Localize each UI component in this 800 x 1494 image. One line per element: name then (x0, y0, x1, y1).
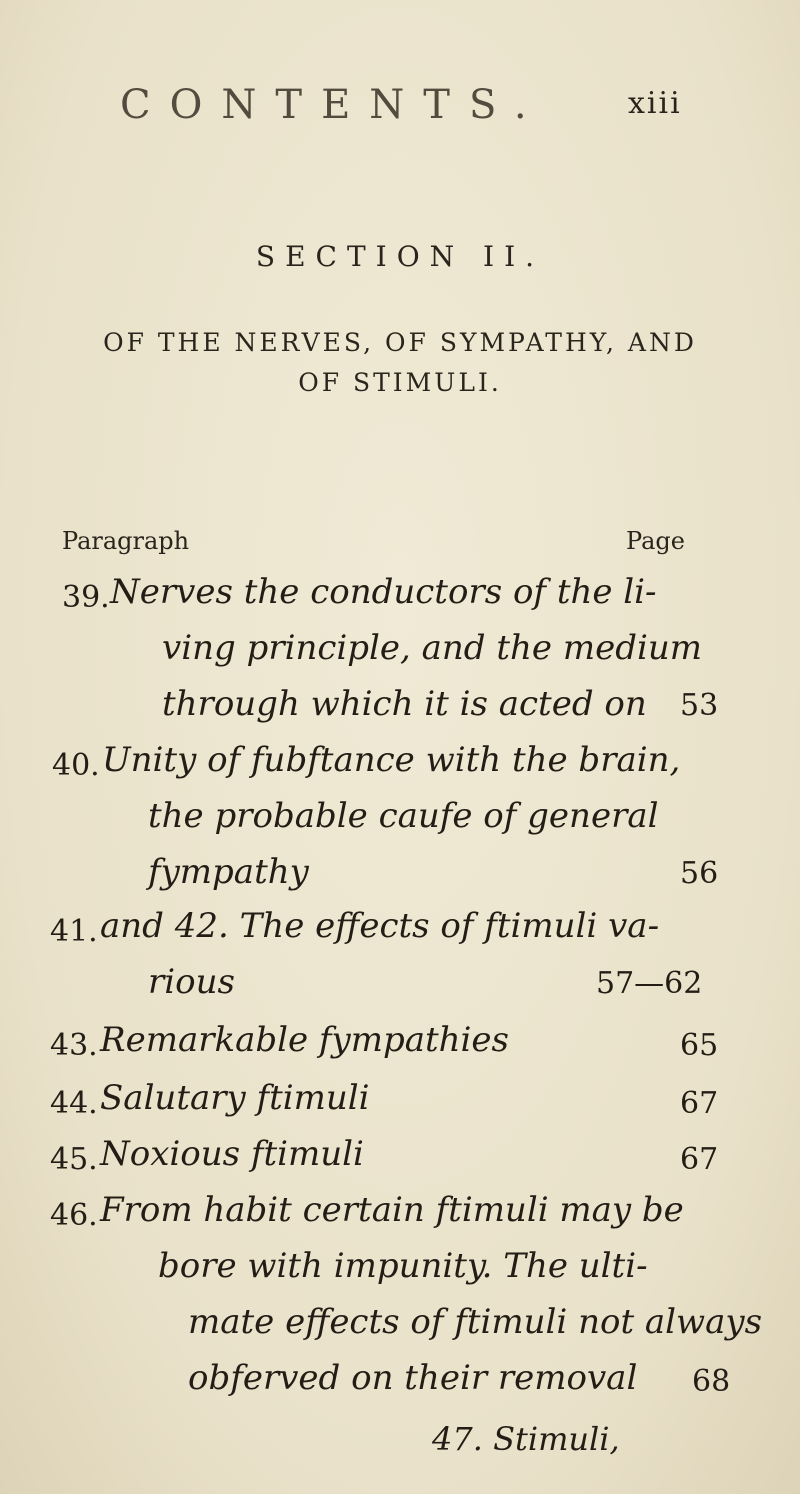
entry-line: bore with impunity. The ulti- (158, 1246, 648, 1286)
entry-number: 45. (50, 1142, 98, 1177)
entry-page: 67 (680, 1142, 719, 1177)
entry-page: 65 (680, 1028, 719, 1063)
entry-line: Unity of fubftance with the brain, (102, 740, 681, 780)
section-subtitle-line-1: OF THE NERVES, OF SYMPATHY, AND (103, 328, 697, 357)
entry-number: 40. (52, 748, 100, 783)
entry-line: and 42. The effects of ftimuli va- (100, 906, 660, 946)
entry-line: From habit certain ftimuli may be (100, 1190, 684, 1230)
entry-line: Salutary ftimuli (100, 1078, 370, 1118)
entry-number: 46. (50, 1198, 98, 1233)
entry-number: 39. (62, 580, 110, 615)
entry-number: 43. (50, 1028, 98, 1063)
entry-line: rious (148, 962, 235, 1002)
running-title: CONTENTS. (120, 82, 546, 128)
entry-page: 57—62 (596, 966, 703, 1001)
entry-line: mate effects of ftimuli not always (188, 1302, 763, 1342)
entry-line: obferved on their removal (188, 1358, 638, 1398)
entry-line: Noxious ftimuli (100, 1134, 364, 1174)
entry-line: Remarkable fympathies (100, 1020, 509, 1060)
section-heading: SECTION II. (255, 240, 545, 273)
running-head (0, 82, 800, 132)
entry-page: 67 (680, 1086, 719, 1121)
entry-number: 41. (50, 914, 98, 949)
entry-line: the probable caufe of general (148, 796, 659, 836)
entry-line: fympathy (148, 852, 309, 892)
entry-page: 56 (680, 856, 719, 891)
catchword: 47. Stimuli, (432, 1420, 620, 1458)
column-header-paragraph: Paragraph (62, 527, 190, 555)
entry-line: ving principle, and the medium (162, 628, 702, 668)
section-subtitle-line-2: OF STIMULI. (298, 368, 502, 397)
entry-page: 53 (680, 688, 719, 723)
column-header-page: Page (626, 527, 685, 555)
entry-line: Nerves the conductors of the li- (110, 572, 657, 612)
entry-number: 44. (50, 1086, 98, 1121)
entry-page: 68 (692, 1364, 731, 1399)
entry-line: through which it is acted on (162, 684, 647, 724)
running-page-number: xiii (628, 86, 682, 121)
